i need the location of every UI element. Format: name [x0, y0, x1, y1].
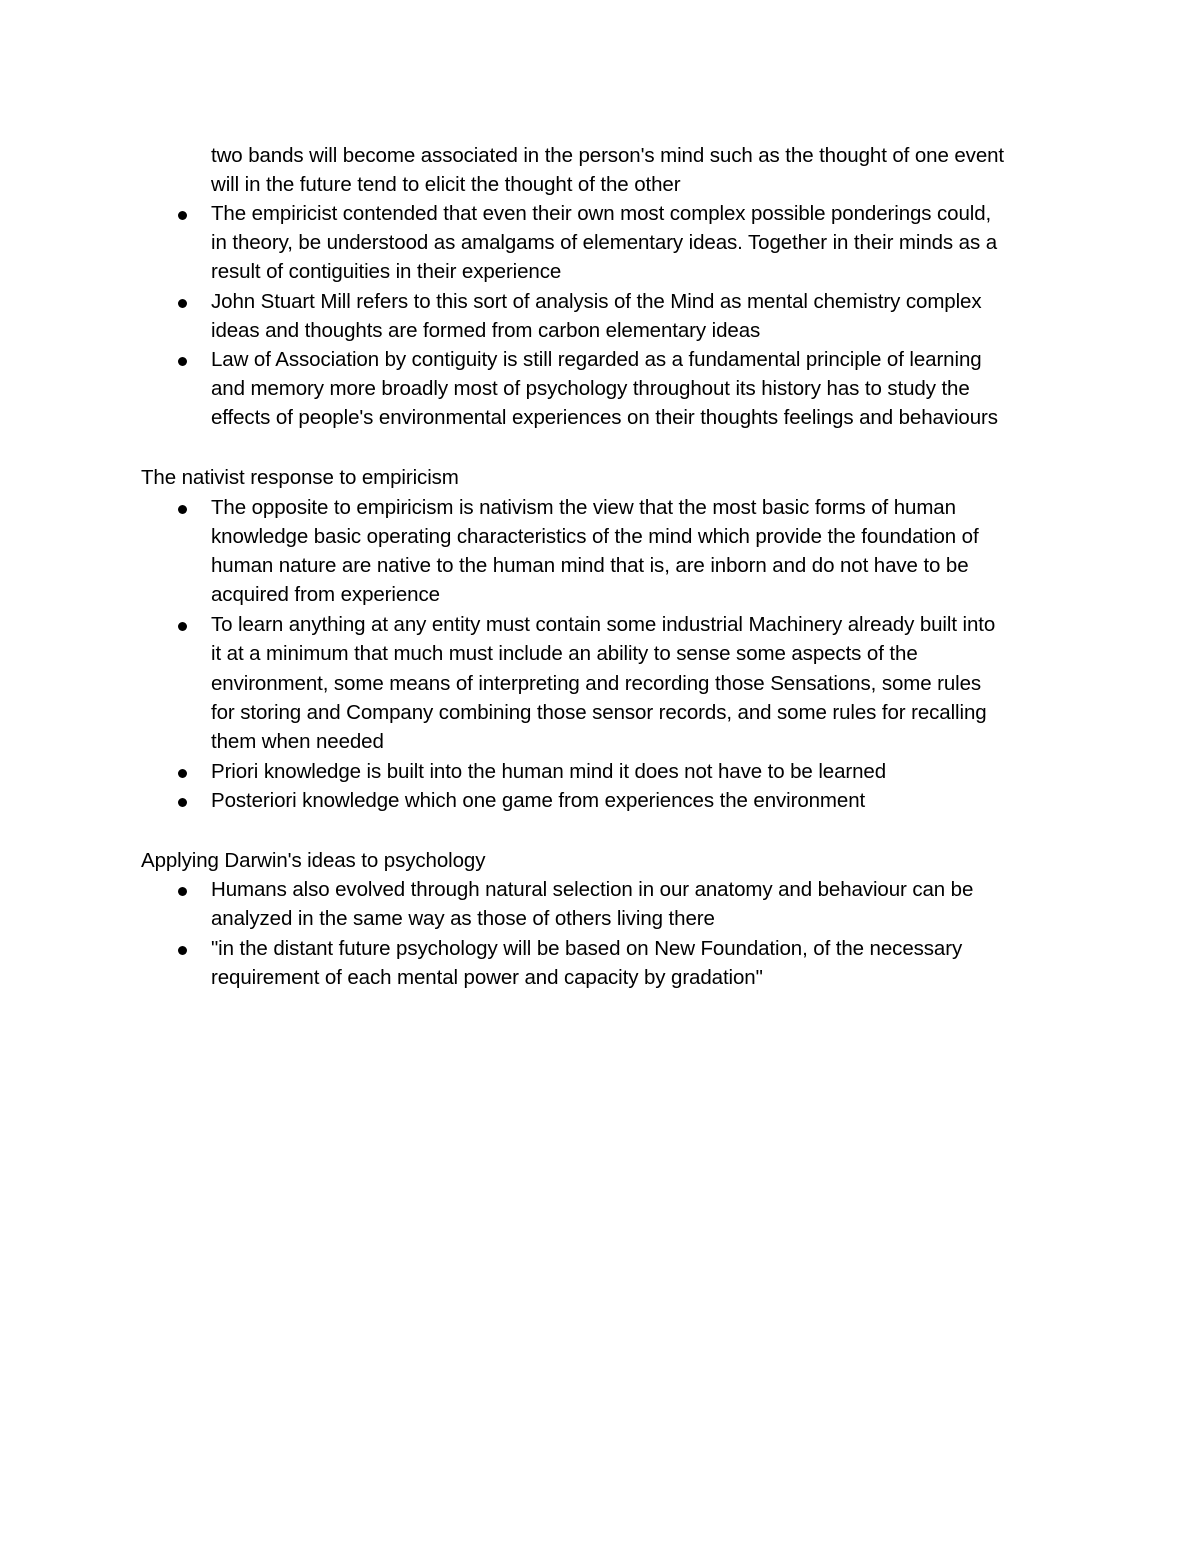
bullet-icon	[178, 622, 187, 631]
list-item-line: result of contiguities in their experience	[211, 260, 562, 283]
list-item-line: Priori knowledge is built into the human mind it does not have to be learned	[211, 760, 887, 783]
bullet-icon	[178, 211, 187, 220]
list-item-line: "in the distant future psychology will be based on New Foundation, of the necessary	[211, 937, 963, 960]
list-item-line: Law of Association by contiguity is still regarded as a fundamental principle of learning	[211, 348, 982, 371]
bullet-icon	[178, 505, 187, 514]
bullet-icon	[178, 887, 187, 896]
bullet-icon	[178, 357, 187, 366]
list-item-line: in theory, be understood as amalgams of elementary ideas. Together in their minds as a	[211, 231, 998, 254]
list-item-line: environment, some means of interpreting and recording those Sensations, some rules	[211, 672, 982, 695]
list-item-line: acquired from experience	[211, 583, 440, 606]
list-item-line: for storing and Company combining those sensor records, and some rules for recalling	[211, 701, 987, 724]
bullet-icon	[178, 798, 187, 807]
list-item-line: Humans also evolved through natural selection in our anatomy and behaviour can be	[211, 878, 974, 901]
list-item-line: human nature are native to the human mind that is, are inborn and do not have to be	[211, 554, 969, 577]
list-item-line: it at a minimum that much must include an ability to sense some aspects of the	[211, 642, 918, 665]
section-heading: The nativist response to empiricism	[141, 466, 459, 489]
text-line: will in the future tend to elicit the thought of the other	[211, 173, 681, 196]
list-item-line: ideas and thoughts are formed from carbon elementary ideas	[211, 319, 761, 342]
list-item-line: To learn anything at any entity must contain some industrial Machinery already built into	[211, 613, 996, 636]
bullet-icon	[178, 946, 187, 955]
list-item-line: them when needed	[211, 730, 384, 753]
section-heading: Applying Darwin's ideas to psychology	[141, 849, 486, 872]
list-item-line: knowledge basic operating characteristics of the mind which provide the foundation of	[211, 525, 979, 548]
list-item-line: and memory more broadly most of psychology throughout its history has to study the	[211, 377, 970, 400]
list-item-line: Posteriori knowledge which one game from experiences the environment	[211, 789, 866, 812]
list-item-line: effects of people's environmental experiences on their thoughts feelings and behaviours	[211, 406, 998, 429]
list-item-line: The opposite to empiricism is nativism the view that the most basic forms of human	[211, 496, 956, 519]
text-line: two bands will become associated in the person's mind such as the thought of one event	[211, 144, 1005, 167]
list-item-line: requirement of each mental power and capacity by gradation"	[211, 966, 763, 989]
list-item-line: analyzed in the same way as those of others living there	[211, 907, 715, 930]
list-item-line: John Stuart Mill refers to this sort of analysis of the Mind as mental chemistry complex	[211, 290, 982, 313]
bullet-icon	[178, 769, 187, 778]
list-item-line: The empiricist contended that even their own most complex possible ponderings could,	[211, 202, 992, 225]
bullet-icon	[178, 299, 187, 308]
